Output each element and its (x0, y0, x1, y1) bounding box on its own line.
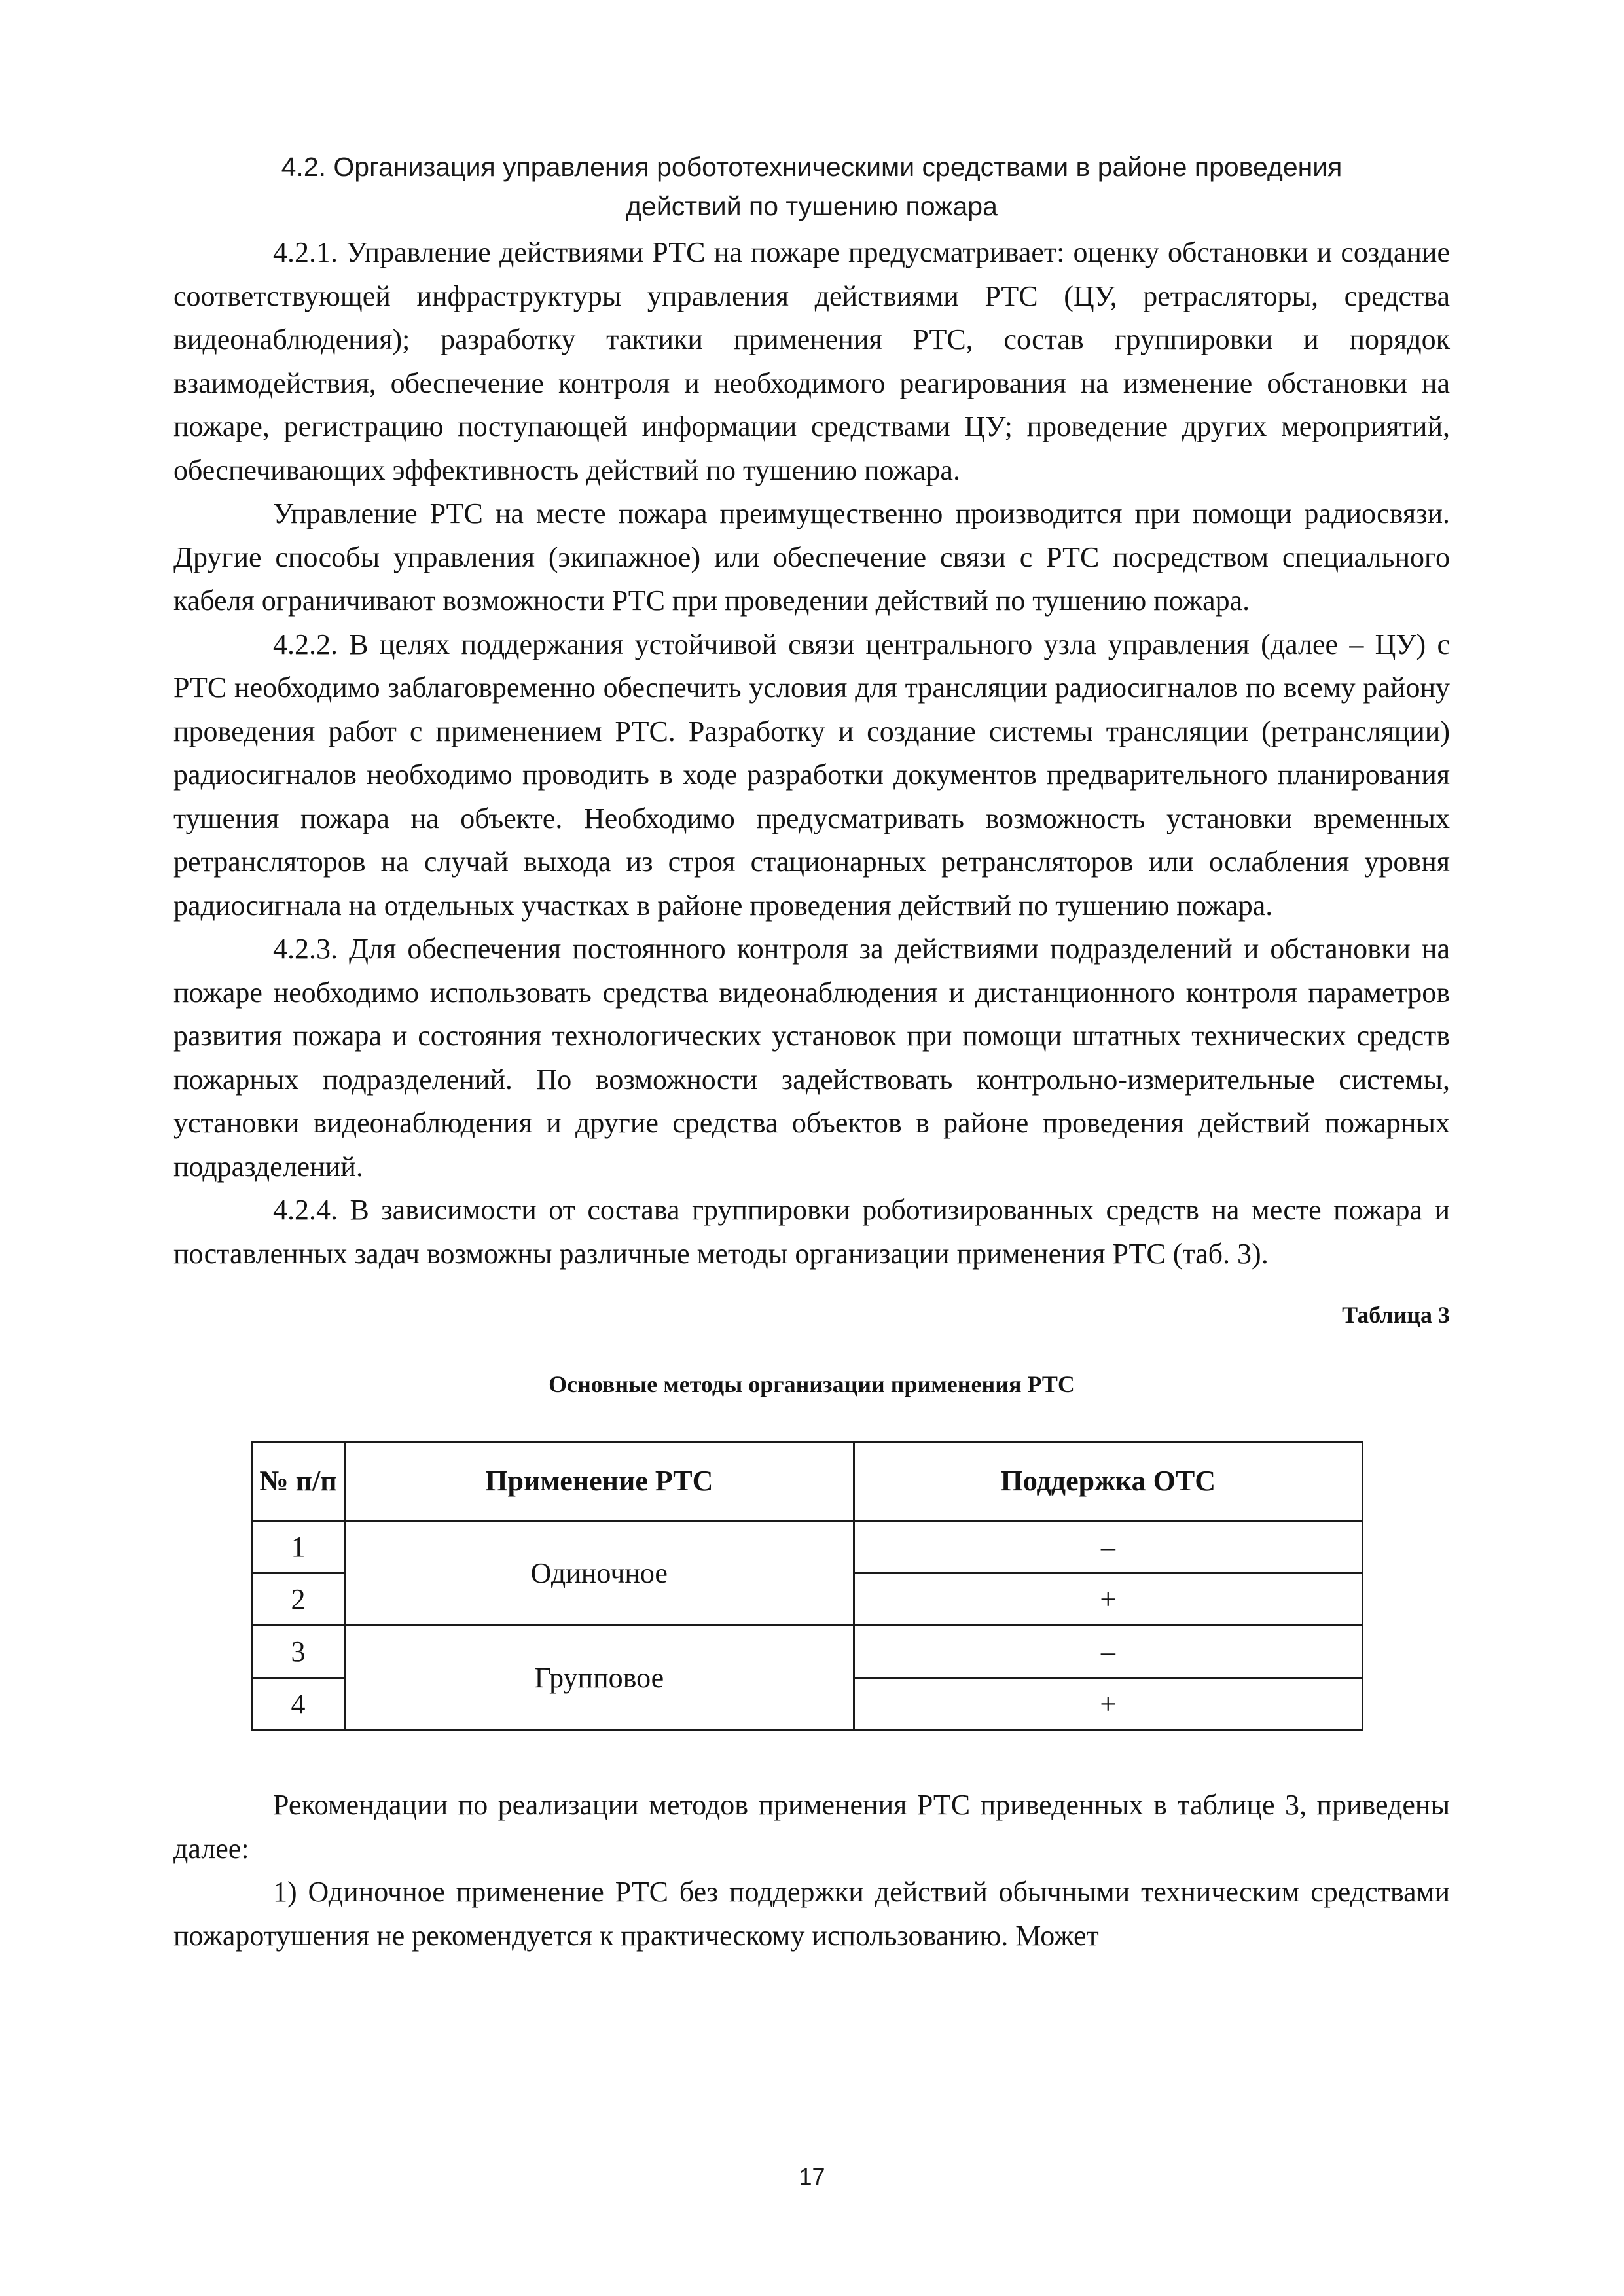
header-use: Применение РТС (345, 1442, 854, 1521)
table-label: Таблица 3 (1342, 1302, 1450, 1328)
after-table-text (173, 1784, 1450, 1958)
paragraph-4-2-2: 4.2.2. В целях поддержания устойчивой связи центрального узла управления (далее – ЦУ) с РТС необходимо заблаговременно обеспечить условия для трансляции радиосигналов по всему району проведения работ с применением РТС. Разработку и создание системы трансляции (ретрансляции) радиосигналов необходимо проводить в ходе разработки документов предварительного планирования тушения пожара на объекте. Необходимо предусматривать возможность установки временных ретрансляторов на случай выхода из строя стационарных ретрансляторов или ослабления уровня радиосигнала на отдельных участках в районе проведения действий по тушению пожара. (173, 628, 1450, 922)
paragraph-recommendations: Рекомендации по реализации методов применения РТС приведенных в таблице 3, приведены далее: (173, 1789, 1450, 1865)
paragraph-4-2-1: 4.2.1. Управление действиями РТС на пожаре предусматривает: оценку обстановки и создание соответствующей инфраструктуры управления действиями РТС (ЦУ, ретрасляторы, средства видеонаблюдения); разработку тактики применения РТС, состав группировки и порядок взаимодействия, обеспечение контроля и необходимого реагирования на изменение обстановки на пожаре, регистрацию поступающей информации средствами ЦУ; проведение других мероприятий, обеспечивающих эффективность действий по тушению пожара. (173, 236, 1450, 486)
section-heading (173, 147, 1450, 226)
table-row (252, 1521, 1363, 1573)
paragraph-4-2-4: 4.2.4. В зависимости от состава группировки роботизированных средств на месте пожара и поставленных задач возможны различные методы организации применения РТС (таб. 3). (173, 1194, 1450, 1270)
paragraph-4-2-3: 4.2.3. Для обеспечения постоянного контроля за действиями подразделений и обстановки на пожаре необходимо использовать средства видеонаблюдения и дистанционного контроля параметров развития пожара и состояния технологических установок при помощи штатных технических средств пожарных подразделений. По возможности задействовать контрольно-измерительные системы, установки видеонаблюдения и другие средства объектов в районе проведения действий пожарных подразделений. (173, 933, 1450, 1183)
row-support: + (854, 1678, 1362, 1731)
page-number: 17 (799, 2163, 825, 2190)
document-page (173, 147, 1450, 1958)
paragraph-radio-control: Управление РТС на месте пожара преимущественно производится при помощи радиосвязи. Другие способы управления (экипажное) или обеспечение связи с РТС посредством специального кабеля ограничивают возможности РТС при проведении действий по тушению пожара. (173, 497, 1450, 617)
row-support: – (854, 1626, 1362, 1678)
row-support: – (854, 1521, 1362, 1573)
methods-table (251, 1441, 1363, 1731)
row-num: 2 (252, 1573, 345, 1626)
section-heading-line-1: 4.2. Организация управления робототехническими средствами в районе проведения (281, 152, 1343, 182)
paragraph-item-1: 1) Одиночное применение РТС без поддержки действий обычными техническим средствами пожаротушения не рекомендуется к практическому использованию. Может (173, 1876, 1450, 1952)
header-support: Поддержка ОТС (854, 1442, 1362, 1521)
table-row (252, 1626, 1363, 1678)
row-support: + (854, 1573, 1362, 1626)
header-num: № п/п (252, 1442, 345, 1521)
row-use: Групповое (345, 1626, 854, 1731)
row-num: 3 (252, 1626, 345, 1678)
table-title: Основные методы организации применения РТС (549, 1371, 1075, 1397)
row-num: 1 (252, 1521, 345, 1573)
section-heading-line-2: действий по тушению пожара (626, 191, 998, 221)
row-use: Одиночное (345, 1521, 854, 1626)
row-num: 4 (252, 1678, 345, 1731)
table-header-row (252, 1442, 1363, 1521)
